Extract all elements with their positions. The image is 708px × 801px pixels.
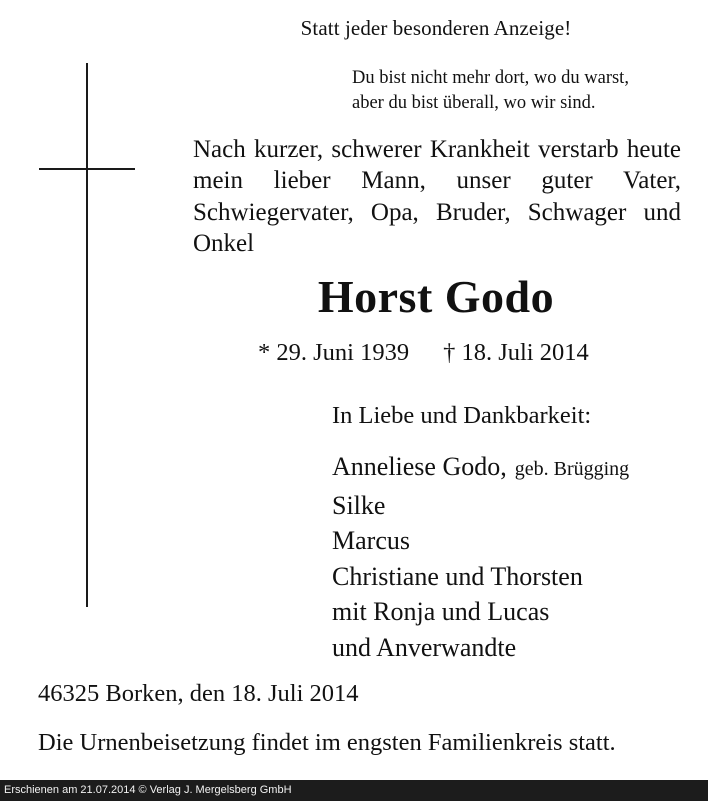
verse-line: Du bist nicht mehr dort, wo du warst,: [352, 68, 629, 88]
mourner-item: Silke: [332, 490, 386, 520]
verse: [352, 66, 629, 116]
cross-symbol: [86, 63, 88, 607]
verse-line: aber du bist überall, wo wir sind.: [352, 93, 596, 113]
cross-symbol-bar: [39, 168, 135, 170]
intro-text: Nach kurzer, schwerer Krankheit verstarb heute mein lieber Mann, unser guter Vater, Schwiegervater, Opa, Bruder, Schwager und Onkel: [193, 136, 681, 257]
birth-date: * 29. Juni 1939: [258, 339, 410, 366]
mourner-item: [332, 449, 629, 488]
mourner-item: Christiane und Thorsten: [332, 561, 583, 591]
funeral-note: Die Urnenbeisetzung findet im engsten Familienkreis statt.: [38, 729, 616, 756]
mourners-list: [332, 449, 629, 665]
mourner-item: und Anverwandte: [332, 632, 517, 662]
mourner-item: Marcus: [332, 526, 410, 555]
mourner-note: geb. Brügging: [514, 458, 630, 480]
mourner-item: mit Ronja und Lucas: [332, 597, 550, 626]
publication-footer: Erschienen am 21.07.2014 © Verlag J. Mergelsberg GmbH: [0, 780, 708, 801]
life-dates: [258, 339, 589, 367]
death-date: † 18. Juli 2014: [443, 339, 589, 366]
notice-header: Statt jeder besonderen Anzeige!: [300, 16, 572, 40]
mourner-name: Anneliese Godo,: [332, 452, 507, 481]
deceased-name: Horst Godo: [317, 271, 555, 322]
dedication: In Liebe und Dankbarkeit:: [332, 402, 592, 429]
place-date: 46325 Borken, den 18. Juli 2014: [38, 680, 359, 707]
